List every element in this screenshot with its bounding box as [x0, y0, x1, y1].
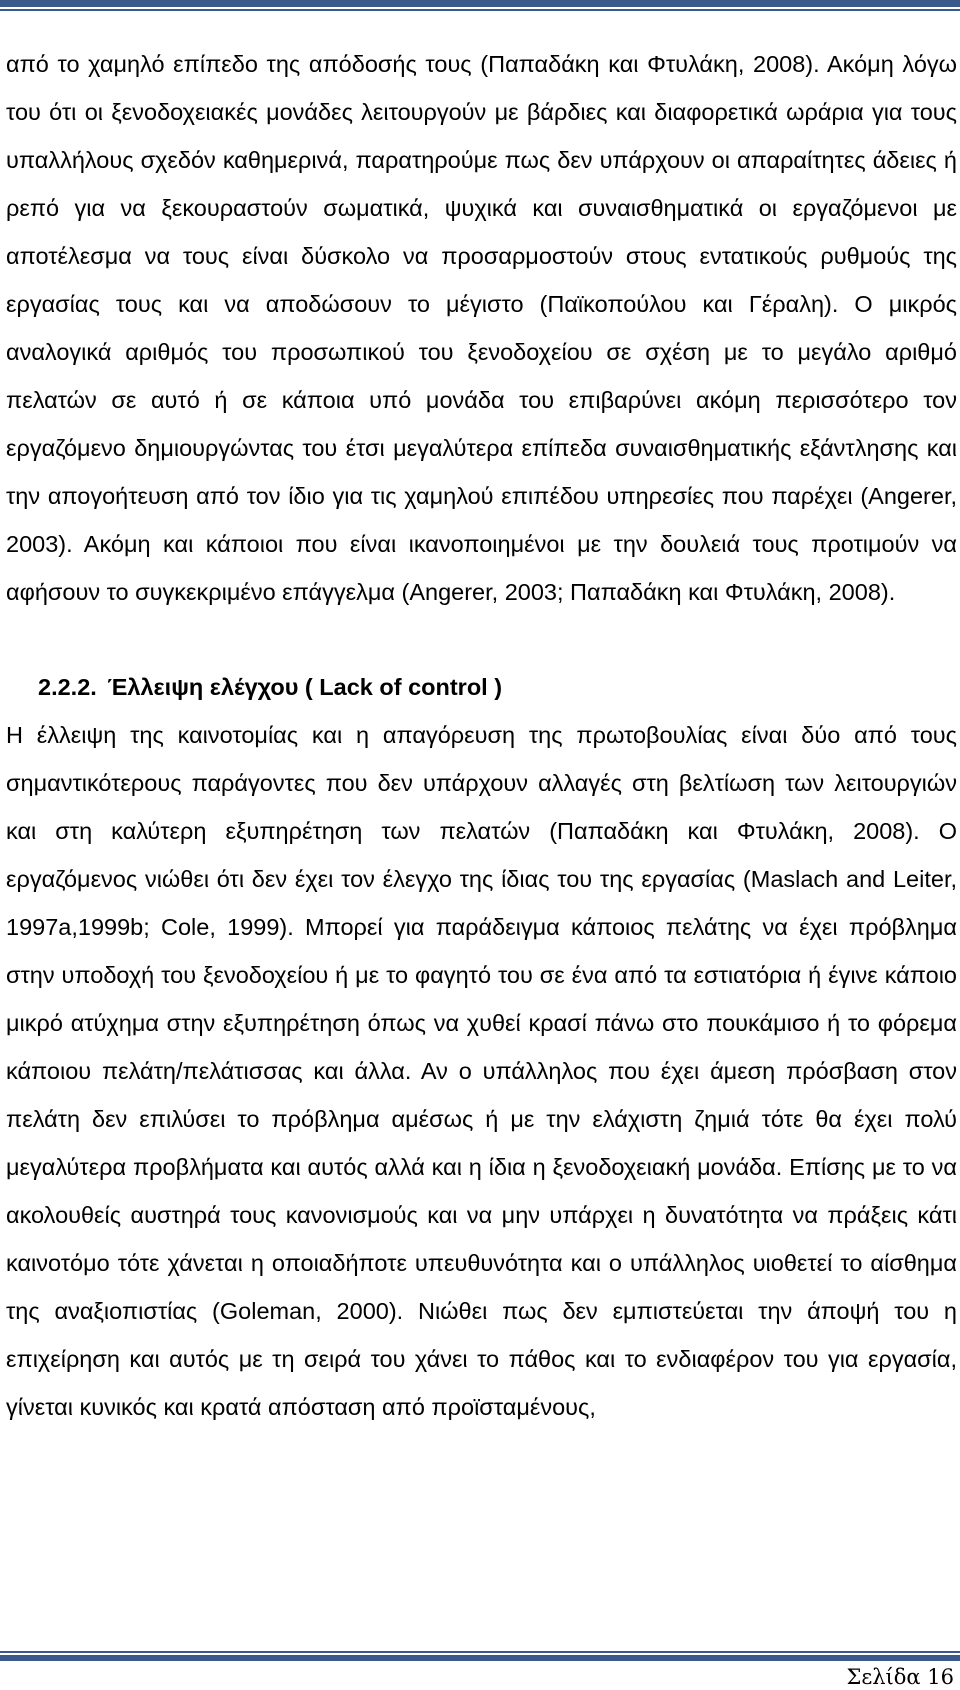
page-number: Σελίδα 16: [846, 1665, 954, 1689]
header-rule: [0, 0, 960, 12]
section-title: Έλλειψη ελέγχου ( Lack of control ): [107, 674, 503, 700]
footer-rule-thick: [0, 1655, 960, 1661]
paragraph: από το χαμηλό επίπεδο της απόδοσής τους (Παπαδάκη και Φτυλάκη, 2008). Ακόμη λόγω του ότι οι ξενοδοχειακές μονάδες λειτουργούν με βάρδιες και διαφορετικά ωράρια για τους υπαλλήλους σχεδόν καθημερινά, παρατηρούμε πως δεν υπάρχουν οι απαραίτητες άδειες ή ρεπό για να ξεκουραστούν σωματικά, ψυχικά και συναισθηματικά οι εργαζόμενοι με αποτέλεσμα να τους είναι δύσκολο να προσαρμοστούν στους εντατικούς ρυθμούς της εργασίας τους και να αποδώσουν το μέγιστο (Παϊκοπούλου και Γέραλη). Ο μικρός αναλογικά αριθμός του προσωπικού του ξενοδοχείου σε σχέση με το μεγάλο αριθμό πελατών σε αυτό ή σε κάποια υπό μονάδα του επιβαρύνει ακόμη περισσότερο τον εργαζόμενο δημιουργώντας του έτσι μεγαλύτερα επίπεδα συναισθηματικής εξάντλησης και την απογοήτευση από τον ίδιο για τις χαμηλού επιπέδου υπηρεσίες που παρέχει (Angerer, 2003). Ακόμη και κάποιοι που είναι ικανοποιημένοι με την δουλειά τους προτιμούν να αφήσουν το συγκεκριμένο επάγγελμα (Angerer, 2003; Παπαδάκη και Φτυλάκη, 2008).: [6, 51, 957, 605]
section-heading: [38, 663, 957, 711]
footer-rule: [0, 1651, 960, 1661]
paragraph: Η έλλειψη της καινοτομίας και η απαγόρευση της πρωτοβουλίας είναι δύο από τους σημαντικότερους παράγοντες που δεν υπάρχουν αλλαγές στη βελτίωση των λειτουργιών και στη καλύτερη εξυπηρέτηση των πελατών (Παπαδάκη και Φτυλάκη, 2008). Ο εργαζόμενος νιώθει ότι δεν έχει τον έλεγχο της ίδιας του της εργασίας (Maslach and Leiter, 1997a,1999b; Cole, 1999). Μπορεί για παράδειγμα κάποιος πελάτης να έχει πρόβλημα στην υποδοχή του ξενοδοχείου ή με το φαγητό του σε ένα από τα εστιατόρια ή έγινε κάποιο μικρό ατύχημα στην εξυπηρέτηση όπως να χυθεί κρασί πάνω στο πουκάμισο ή το φόρεμα κάποιου πελάτη/πελάτισσας και άλλα. Αν ο υπάλληλος που έχει άμεση πρόσβαση στον πελάτη δεν επιλύσει το πρόβλημα αμέσως ή με την ελάχιστη ζημιά τότε θα έχει πολύ μεγαλύτερα προβλήματα και αυτός αλλά και η ίδια η ξενοδοχειακή μονάδα. Επίσης με το να ακολουθείς αυστηρά τους κανονισμούς και να μην υπάρχει η δυνατότητα να πράξεις κάτι καινοτόμο τότε χάνεται η οποιαδήποτε υπευθυνότητα και ο υπάλληλος υιοθετεί το αίσθημα της αναξιοπιστίας (Goleman, 2000). Νιώθει πως δεν εμπιστεύεται την άποψή του η επιχείρηση και αυτός με τη σειρά του χάνει το πάθος και το ενδιαφέρον του για εργασία, γίνεται κυνικός και κρατά απόσταση από προϊσταμένους,: [6, 722, 957, 1420]
section-number: 2.2.2.: [38, 674, 97, 700]
document-body: [6, 40, 957, 1431]
header-rule-thick: [0, 0, 960, 7]
header-rule-thin: [0, 9, 960, 11]
footer-rule-thin: [0, 1651, 960, 1653]
